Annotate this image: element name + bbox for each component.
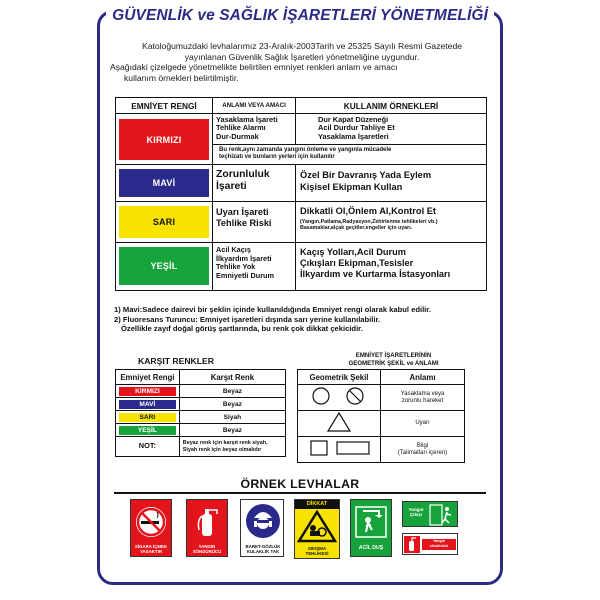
intro-line-4: kullanım örnekleri belirtilmiştir. xyxy=(124,72,239,83)
examples-cell xyxy=(296,202,487,243)
meaning-line: İşareti xyxy=(216,181,247,192)
geometry-header-shape: Geometrik Şekil xyxy=(298,370,381,385)
extinguisher-glyph xyxy=(404,536,420,553)
shape-meaning-line: Yasaklama veya xyxy=(400,390,445,397)
triangle-shape-icon xyxy=(299,411,379,433)
table-row-blue xyxy=(116,165,487,202)
contrast-value: Siyah xyxy=(179,411,285,424)
meaning-line: Tehlike Alarmı xyxy=(216,123,266,133)
geometry-title-line: EMNİYET İŞARETLERİNİN xyxy=(355,352,432,359)
meaning-line: Acil Kaçış xyxy=(216,245,251,254)
note-2: 2) Fluoresans Turuncu: Emniyet işaretleri dışında sarı yerine kullanılabilir. xyxy=(114,314,381,324)
example-line: İlkyardım ve Kurtarma İstasyonları xyxy=(300,269,451,279)
color-cell xyxy=(116,165,213,202)
meaning-line: Zorunluluk xyxy=(216,169,270,180)
safety-color-table xyxy=(115,97,487,291)
blue-swatch: MAVİ xyxy=(119,169,209,197)
contrast-note-text xyxy=(179,437,285,457)
note-line: teçhizatı ve bunların yerleri için kullanılır xyxy=(219,154,335,161)
table-row-green xyxy=(116,243,487,291)
example-line: Dikkatli Ol,Önlem Al,Kontrol Et xyxy=(300,206,437,216)
meaning-cell xyxy=(213,114,296,145)
example-sign-no-smoking xyxy=(130,499,172,557)
table-row xyxy=(116,398,286,411)
examples-title: ÖRNEK LEVHALAR xyxy=(240,477,360,491)
contrast-swatch-red: KIRMIZI xyxy=(119,387,176,396)
geometry-title xyxy=(306,352,481,367)
table-row xyxy=(116,385,286,398)
example-line: Yasaklama İşaretleri xyxy=(318,131,389,141)
sign-label-line: YANGIN xyxy=(198,544,216,549)
contrast-value: Beyaz xyxy=(179,424,285,437)
geometry-title-line: GEOMETRİK ŞEKİL ve ANLAMI xyxy=(348,359,439,367)
sign-label-line: KULAKLIK TAK xyxy=(246,549,280,554)
header-examples: KULLANIM ÖRNEKLERİ xyxy=(296,98,487,114)
table-row xyxy=(298,385,465,411)
page-title: GÜVENLİK ve SAĞLIK İŞARETLERİ YÖNETMELİĞİ xyxy=(106,7,494,25)
meaning-line: Tehlike Yok xyxy=(216,262,256,272)
sign-label xyxy=(404,507,428,517)
meaning-line: Emniyetli Durum xyxy=(216,271,274,281)
example-sign-emergency-shower xyxy=(350,499,392,557)
example-signs xyxy=(122,491,484,571)
shape-meaning xyxy=(381,411,465,437)
table-row xyxy=(298,437,465,463)
contrast-swatch-yellow: SARI xyxy=(119,413,176,422)
sign-label xyxy=(422,539,456,550)
sign-label-line: Yangın xyxy=(408,507,424,512)
table-row xyxy=(116,424,286,437)
note-3: Özellikle zayıf doğal görüş şartlarında, bu renk çok dikkat çekicidir. xyxy=(121,324,363,334)
contrast-color-cell xyxy=(116,411,180,424)
shape-cell xyxy=(298,385,381,411)
sign-label xyxy=(351,546,391,551)
table-row xyxy=(116,411,286,424)
meaning-cell xyxy=(213,202,296,243)
intro-text xyxy=(110,41,494,83)
sign-label-line: BARET-GÖZLÜK xyxy=(245,544,281,549)
contrast-value: Beyaz xyxy=(179,385,285,398)
intro-line-1: Katoloğumuzdaki levhalarımız 23-Aralık-2003Tarih ve 25325 Sayılı Resmi Gazetede xyxy=(141,41,463,51)
shape-meaning xyxy=(381,437,465,463)
sign-label-line: TEHLİKESİ xyxy=(305,551,329,556)
geometry-header-row xyxy=(298,370,465,385)
fire-extinguisher-small-icon xyxy=(404,536,420,553)
table-header-row xyxy=(116,98,487,114)
example-sign-fire-exit xyxy=(402,501,458,527)
note-1: 1) Mavi:Sadece dairevi bir şeklin içinde kullanıldığında Emniyet rengi olarak kabul edilir. xyxy=(114,305,431,314)
sign-label-line: SİGARA İÇMEK xyxy=(134,544,168,549)
protective-gear-icon xyxy=(242,501,284,543)
example-line: Çıkışları Ekipman,Tesisler xyxy=(300,258,414,268)
intro-line-3: Aşağıdaki çizelgede yönetmelikte belirtilen emniyet renkleri anlam ve amacı xyxy=(110,62,398,73)
shape-meaning-line: zorunlu hareket xyxy=(401,397,444,404)
yellow-swatch: SARI xyxy=(119,206,209,238)
notes xyxy=(114,305,488,334)
example-line: Kaçış Yolları,Acil Durum xyxy=(300,247,406,257)
examples-cell xyxy=(296,114,487,145)
contrast-color-cell xyxy=(116,385,180,398)
sign-label-line: SIKIŞMA xyxy=(307,546,327,551)
table-row-yellow xyxy=(116,202,487,243)
shape-meaning-line: Bilgi xyxy=(416,442,429,449)
example-small-line: Basamaklar,alçak geçitler,engeller için uyarı. xyxy=(300,225,413,232)
color-cell xyxy=(116,114,213,165)
contrast-header-row xyxy=(116,370,286,385)
meaning-line: Tehlike Riski xyxy=(216,218,272,228)
contrast-note-label: NOT: xyxy=(116,437,180,457)
crush-hazard-icon xyxy=(295,510,339,544)
contrast-swatch-green: YEŞİL xyxy=(119,426,176,435)
green-swatch: YEŞİL xyxy=(119,247,209,285)
regulation-sign xyxy=(97,7,503,585)
color-cell xyxy=(116,202,213,243)
example-sign-crush-hazard xyxy=(294,499,340,559)
examples-cell xyxy=(296,165,487,202)
sign-label-line: ACİL DUŞ xyxy=(358,545,384,551)
geometry-header-meaning: Anlamı xyxy=(381,370,465,385)
table-row-red xyxy=(116,114,487,145)
geometry-table xyxy=(297,369,465,463)
example-line: Dur Kapat Düzeneği xyxy=(318,115,389,124)
contrast-table xyxy=(115,369,286,457)
contrast-swatch-blue: MAVİ xyxy=(119,400,176,409)
fire-exit-icon xyxy=(429,504,457,526)
shape-cell xyxy=(298,437,381,463)
title-wrap xyxy=(100,7,500,25)
contrast-note-line: Siyah renk için beyaz olmalıdır xyxy=(182,446,262,453)
example-sign-protective-gear xyxy=(240,499,284,557)
sign-label-line: YASAKTIR xyxy=(139,549,163,554)
meaning-line: Dur-Durmak xyxy=(216,131,259,141)
contrast-note-row xyxy=(116,437,286,457)
meaning-line: İlkyardım İşareti xyxy=(216,253,272,263)
meaning-line: Yasaklama İşareti xyxy=(216,115,278,124)
no-smoking-icon xyxy=(131,504,171,544)
sign-label-line: SÖNDÜRÜCÜ xyxy=(192,549,222,554)
shape-meaning-line: (Talimatları içeren) xyxy=(397,449,448,456)
example-line: Acil Durdur Tahliye Et xyxy=(318,123,395,133)
example-sign-extinguisher-small xyxy=(402,533,458,555)
shape-meaning xyxy=(381,385,465,411)
contrast-header-contrast: Karşıt Renk xyxy=(179,370,285,385)
example-line: Kişisel Ekipman Kullan xyxy=(300,181,403,192)
sign-label-line: Yangın xyxy=(433,539,445,543)
example-line: Özel Bir Davranış Yada Eylem xyxy=(300,170,432,180)
contrast-color-cell xyxy=(116,424,180,437)
color-cell xyxy=(116,243,213,291)
circle-shapes-icon xyxy=(299,385,379,407)
rectangle-shapes-icon xyxy=(299,437,379,459)
example-sign-fire-extinguisher xyxy=(186,499,228,557)
header-meaning: ANLAMI VEYA AMACI xyxy=(213,98,296,114)
contrast-header-color: Emniyet Rengi xyxy=(116,370,180,385)
table-row xyxy=(298,411,465,437)
meaning-cell xyxy=(213,165,296,202)
meaning-cell xyxy=(213,243,296,291)
fire-extinguisher-icon xyxy=(187,502,227,542)
emergency-shower-icon xyxy=(351,503,391,543)
red-swatch: KIRMIZI xyxy=(119,119,209,160)
intro-line-2: yayınlanan Güvenlik Sağlık İşaretleri yönetmeliğine uygundur. xyxy=(184,51,420,62)
meaning-line: Uyarı İşareti xyxy=(216,207,269,217)
shape-cell xyxy=(298,411,381,437)
sign-top-label: DİKKAT xyxy=(295,500,339,509)
sign-label-line: söndürücü xyxy=(429,544,449,548)
header-safety-color: EMNİYET RENGİ xyxy=(116,98,213,114)
example-small-line: (Yangın,Patlama,Radyasyon,Zehirlenme tehlikeleri vb.) xyxy=(300,219,438,225)
contrast-value: Beyaz xyxy=(179,398,285,411)
sign-label xyxy=(295,546,339,556)
examples-cell xyxy=(296,243,487,291)
sign-label xyxy=(187,544,227,554)
sign-label-line: Çıkışı xyxy=(409,512,423,517)
sign-label xyxy=(241,544,285,554)
contrast-title: KARŞIT RENKLER xyxy=(138,356,214,366)
red-note-cell xyxy=(213,144,487,164)
shape-meaning-line: Uyarı xyxy=(415,420,430,426)
sign-label xyxy=(131,544,171,554)
contrast-color-cell xyxy=(116,398,180,411)
contrast-note-line: Beyaz renk için karşıt renk siyah, xyxy=(182,440,268,447)
note-line: Bu renk,aynı zamanda yangını önleme ve yangınla mücadele xyxy=(219,146,392,153)
